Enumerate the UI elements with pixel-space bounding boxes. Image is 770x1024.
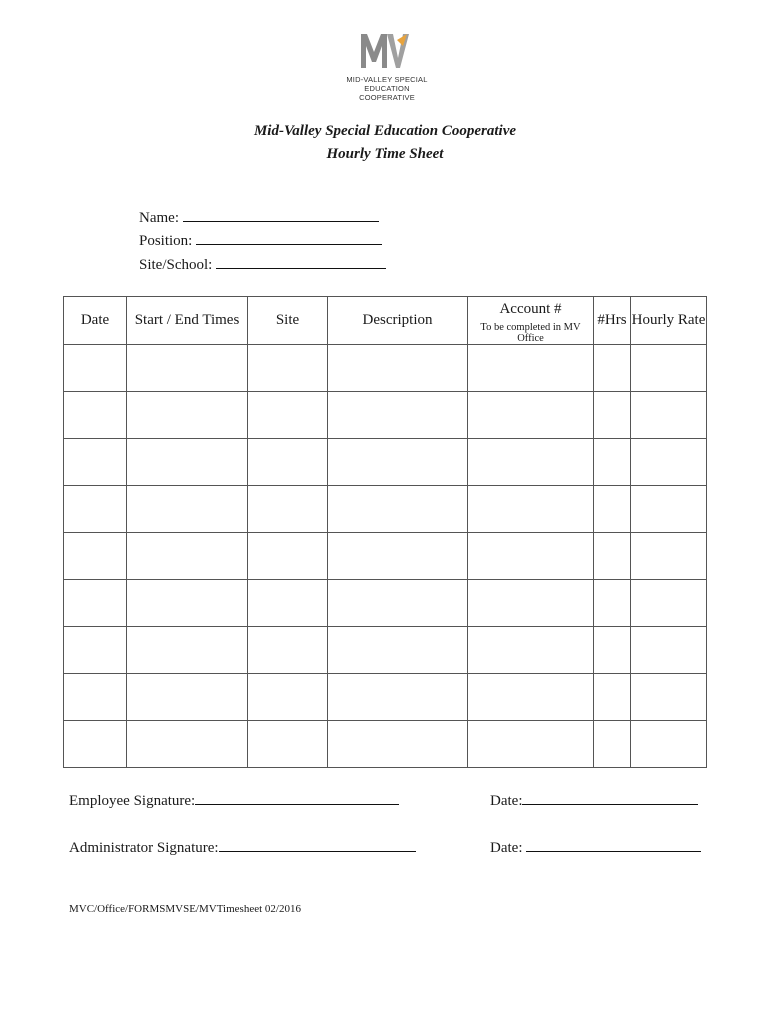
mv-logo-icon [359, 30, 411, 70]
cell-times[interactable] [127, 721, 248, 768]
cell-account[interactable] [468, 486, 594, 533]
administrator-signature-row [69, 837, 416, 857]
table-row [64, 533, 707, 580]
table-row [64, 721, 707, 768]
logo [341, 30, 431, 100]
cell-rate[interactable] [631, 721, 707, 768]
header-description: Description [328, 297, 468, 345]
cell-date[interactable] [64, 674, 127, 721]
position-field[interactable] [196, 230, 382, 245]
cell-rate[interactable] [631, 674, 707, 721]
logo-line-2: EDUCATION COOPERATIVE [359, 84, 415, 102]
cell-hrs[interactable] [594, 439, 631, 486]
cell-hrs[interactable] [594, 721, 631, 768]
cell-rate[interactable] [631, 486, 707, 533]
cell-site[interactable] [248, 486, 328, 533]
header-account-label: Account # [499, 301, 562, 317]
name-label: Name: [139, 210, 179, 226]
administrator-date-label: Date: [490, 840, 527, 856]
employee-date-label: Date: [490, 793, 523, 809]
cell-description[interactable] [328, 392, 468, 439]
name-row [139, 207, 379, 227]
administrator-date-row [490, 837, 701, 857]
cell-site[interactable] [248, 392, 328, 439]
employee-date-field[interactable] [522, 790, 698, 805]
cell-hrs[interactable] [594, 627, 631, 674]
cell-site[interactable] [248, 345, 328, 392]
cell-site[interactable] [248, 580, 328, 627]
cell-rate[interactable] [631, 439, 707, 486]
header-times: Start / End Times [127, 297, 248, 345]
cell-description[interactable] [328, 580, 468, 627]
table-row [64, 627, 707, 674]
header-date: Date [64, 297, 127, 345]
table-row [64, 486, 707, 533]
employee-date-row [490, 790, 698, 810]
cell-rate[interactable] [631, 533, 707, 580]
header-hrs: #Hrs [594, 297, 631, 345]
cell-description[interactable] [328, 674, 468, 721]
cell-hrs[interactable] [594, 345, 631, 392]
cell-hrs[interactable] [594, 674, 631, 721]
site-row [139, 254, 386, 274]
cell-date[interactable] [64, 627, 127, 674]
employee-signature-field[interactable] [195, 790, 399, 805]
cell-account[interactable] [468, 627, 594, 674]
header-account-note: To be completed in MV Office [480, 322, 581, 344]
administrator-signature-label: Administrator Signature: [69, 840, 219, 856]
timesheet-table [63, 296, 707, 768]
table-row [64, 580, 707, 627]
site-field[interactable] [216, 254, 386, 269]
form-footer: MVC/Office/FORMSMVSE/MVTimesheet 02/2016 [69, 903, 301, 915]
administrator-signature-field[interactable] [219, 837, 416, 852]
cell-account[interactable] [468, 533, 594, 580]
cell-date[interactable] [64, 345, 127, 392]
table-row [64, 439, 707, 486]
cell-date[interactable] [64, 392, 127, 439]
cell-times[interactable] [127, 486, 248, 533]
cell-date[interactable] [64, 721, 127, 768]
employee-signature-row [69, 790, 399, 810]
cell-rate[interactable] [631, 580, 707, 627]
cell-date[interactable] [64, 533, 127, 580]
cell-account[interactable] [468, 392, 594, 439]
cell-site[interactable] [248, 627, 328, 674]
form-title: Mid-Valley Special Education Cooperative [253, 123, 517, 139]
cell-rate[interactable] [631, 345, 707, 392]
cell-times[interactable] [127, 392, 248, 439]
cell-description[interactable] [328, 345, 468, 392]
position-row [139, 230, 382, 250]
form-subtitle: Hourly Time Sheet [326, 146, 444, 162]
cell-description[interactable] [328, 721, 468, 768]
cell-times[interactable] [127, 345, 248, 392]
cell-rate[interactable] [631, 392, 707, 439]
cell-account[interactable] [468, 721, 594, 768]
cell-site[interactable] [248, 533, 328, 580]
cell-description[interactable] [328, 627, 468, 674]
cell-times[interactable] [127, 627, 248, 674]
cell-hrs[interactable] [594, 486, 631, 533]
cell-date[interactable] [64, 486, 127, 533]
cell-site[interactable] [248, 439, 328, 486]
table-row [64, 674, 707, 721]
cell-date[interactable] [64, 580, 127, 627]
cell-description[interactable] [328, 533, 468, 580]
cell-times[interactable] [127, 674, 248, 721]
cell-description[interactable] [328, 439, 468, 486]
cell-account[interactable] [468, 345, 594, 392]
cell-date[interactable] [64, 439, 127, 486]
site-label: Site/School: [139, 257, 213, 273]
cell-site[interactable] [248, 674, 328, 721]
name-field[interactable] [183, 207, 379, 222]
cell-description[interactable] [328, 486, 468, 533]
cell-hrs[interactable] [594, 533, 631, 580]
header-account [468, 297, 594, 345]
cell-account[interactable] [468, 674, 594, 721]
cell-times[interactable] [127, 580, 248, 627]
cell-hrs[interactable] [594, 580, 631, 627]
table-header-row [64, 297, 707, 345]
header-site: Site [248, 297, 328, 345]
cell-account[interactable] [468, 439, 594, 486]
position-label: Position: [139, 233, 193, 249]
logo-line-1: MID-VALLEY SPECIAL [346, 75, 428, 84]
cell-times[interactable] [127, 439, 248, 486]
cell-times[interactable] [127, 533, 248, 580]
cell-hrs[interactable] [594, 392, 631, 439]
cell-site[interactable] [248, 721, 328, 768]
table-row [64, 392, 707, 439]
table-row [64, 345, 707, 392]
administrator-date-field[interactable] [526, 837, 701, 852]
employee-signature-label: Employee Signature: [69, 793, 196, 809]
cell-account[interactable] [468, 580, 594, 627]
cell-rate[interactable] [631, 627, 707, 674]
header-rate: Hourly Rate [631, 297, 707, 345]
